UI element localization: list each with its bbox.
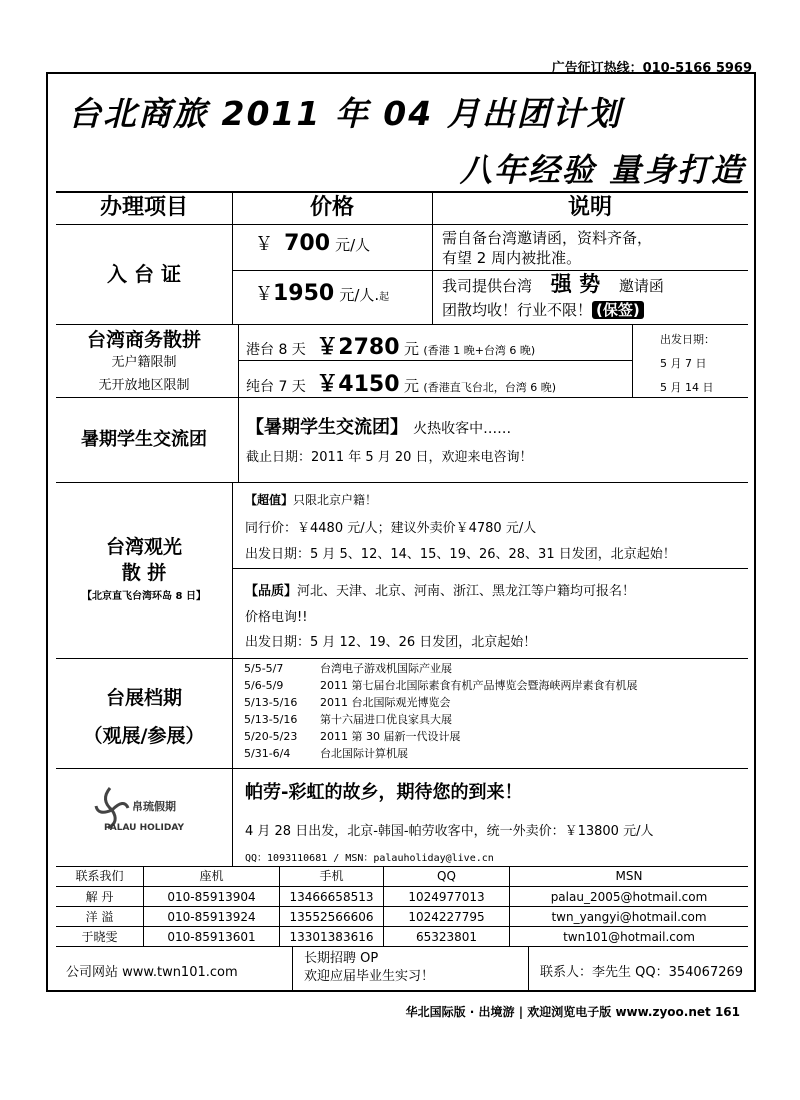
desc-text: 团散均收！行业不限！ (442, 301, 593, 319)
company-website[interactable]: 公司网站 www.twn101.com (66, 965, 238, 980)
business-departures (660, 328, 715, 400)
departure-date: 5 月 7 日 (660, 357, 707, 370)
entry-permit-label: 入 台 证 (107, 262, 181, 286)
tag-text: 只限北京户籍！ (293, 493, 378, 507)
page-subtitle: 八年经验 量身打造 (459, 151, 745, 189)
divider (238, 397, 239, 482)
exhibition-item (244, 677, 638, 694)
desc-line: 需自备台湾邀请函，资料齐备， (442, 229, 653, 247)
contacts-header-cell: 手机 (280, 866, 384, 886)
divider (232, 270, 748, 271)
desc-text: 邀请函 (618, 277, 664, 295)
contacts-cell: 13552566606 (280, 906, 384, 926)
header-item: 办理项目 (99, 195, 188, 220)
student-label: 暑期学生交流团 (81, 429, 207, 450)
exhibition-date: 5/31-6/4 (244, 747, 291, 760)
contacts-cell: 65323801 (384, 926, 510, 946)
contacts-cell: 13466658513 (280, 886, 384, 906)
price-unit: 元/人 (335, 236, 371, 254)
route-note: (香港直飞台北，台湾 6 晚) (423, 381, 556, 394)
sightseeing-a-dates: 出发日期：5 月 5、12、14、15、19、26、28、31 日发团，北京起始！ (245, 547, 676, 562)
page-title: 台北商旅 2011 年 04 月出团计划 (68, 94, 622, 133)
divider (56, 482, 748, 483)
contacts-cell: twn_yangyi@hotmail.com (510, 906, 748, 926)
palau-offer: 4 月 28 日出发，北京-韩国-帕劳收客中，统一外卖价：￥13800 元/人 (245, 824, 654, 839)
tag: 【超值】 (245, 493, 294, 507)
palau-holiday-logo (90, 780, 200, 840)
exhibition-name: 台北国际计算机展 (320, 747, 408, 760)
business-label: 台湾商务散拼 (86, 329, 201, 351)
contacts-cell: 13301383616 (280, 926, 384, 946)
exhibition-name: 第十六届进口优良家具大展 (320, 713, 452, 726)
sightseeing-b-dates: 出发日期：5 月 12、19、26 日发团，北京起始！ (245, 635, 537, 650)
student-deadline: 截止日期：2011 年 5 月 20 日，欢迎来电咨询！ (246, 450, 533, 465)
header-desc: 说明 (567, 195, 612, 220)
guarantee-badge: (保签) (592, 301, 644, 319)
divider (56, 946, 748, 947)
exhibition-date: 5/13-5/16 (244, 696, 298, 709)
contacts-cell: 010-85913924 (144, 906, 280, 926)
logo-swirl (112, 803, 128, 810)
exhibitions-label-1: 台展档期 (105, 687, 182, 709)
entry-desc-2 (442, 272, 664, 322)
contacts-header-cell: 座机 (144, 866, 280, 886)
exhibition-item (244, 660, 638, 677)
divider (232, 658, 233, 768)
contacts-header-cell: QQ (384, 866, 510, 886)
logo-swirl (105, 788, 112, 810)
exhibition-date: 5/13-5/16 (244, 713, 298, 726)
student-title: 【暑期学生交流团】 (246, 417, 408, 438)
divider (56, 397, 748, 398)
tag-text: 河北、天津、北京、河南、浙江、黑龙江等户籍均可报名！ (297, 584, 636, 599)
entry-price-2 (255, 280, 389, 306)
exhibition-item (244, 711, 638, 728)
price-unit: 元 (403, 377, 419, 395)
contacts-cell: twn101@hotmail.com (510, 926, 748, 946)
header-price: 价格 (309, 195, 354, 220)
tag: 【品质】 (245, 584, 298, 599)
divider (232, 768, 233, 866)
divider (232, 482, 233, 658)
student-status: 火热收客中…… (413, 421, 512, 437)
ad-hotline: 广告征订热线：010-5166 5969 (551, 61, 752, 76)
price-value: ￥4150 (316, 372, 400, 397)
divider (232, 568, 748, 569)
logo-text-en: PALAU HOLIDAY (104, 823, 184, 833)
exhibitions-label-2: （观展/参展） (83, 725, 205, 747)
contacts-header-cell: MSN (615, 869, 643, 883)
recruit-notice (304, 950, 434, 986)
sightseeing-label-2: 散 拼 (121, 562, 167, 584)
business-row-2 (246, 367, 556, 398)
currency-symbol: ￥ (255, 234, 273, 255)
business-sub-1: 无户籍限制 (111, 355, 177, 370)
divider (528, 946, 529, 990)
sightseeing-a-price: 同行价：￥4480 元/人；建议外卖价￥4780 元/人 (245, 521, 537, 536)
exhibition-name: 2011 第 30 届新一代设计展 (320, 730, 461, 743)
price-unit: 元/人. (339, 286, 380, 304)
recruit-line: 欢迎应届毕业生实习！ (304, 969, 435, 984)
divider (292, 946, 293, 990)
exhibition-date: 5/20-5/23 (244, 730, 298, 743)
contacts-cell: 010-85913904 (144, 886, 280, 906)
business-sub-2: 无开放地区限制 (98, 378, 190, 393)
contact-person: 联系人：李先生 QQ：354067269 (540, 965, 744, 980)
exhibition-name: 2011 台北国际观光博览会 (320, 696, 451, 709)
route-note: (香港 1 晚+台湾 6 晚) (423, 344, 536, 357)
contacts-cell: 解 丹 (56, 886, 144, 906)
divider (56, 658, 748, 659)
price-value: 700 (284, 231, 331, 256)
price-value: 1950 (273, 281, 335, 306)
divider (632, 324, 633, 397)
route: 纯台 7 天 (246, 379, 306, 395)
route: 港台 8 天 (246, 342, 306, 358)
exhibition-item (244, 694, 638, 711)
departure-date: 5 月 14 日 (660, 381, 714, 394)
desc-text: 我司提供台湾 (442, 277, 533, 295)
contacts-cell: 1024227795 (384, 906, 510, 926)
currency-symbol: ￥ (255, 284, 273, 305)
student-title-line (246, 413, 511, 439)
contacts-cell: 于晓雯 (56, 926, 144, 946)
exhibition-name: 2011 第七届台北国际素食有机产品博览会暨海峡两岸素食有机展 (320, 679, 638, 692)
business-row-1 (246, 330, 535, 361)
exhibition-date: 5/5-5/7 (244, 662, 284, 675)
palau-headline: 帕劳-彩虹的故乡，期待您的到来！ (245, 782, 523, 803)
contacts-cell: 010-85913601 (144, 926, 280, 946)
sightseeing-a-tag-line (245, 491, 377, 508)
exhibition-item (244, 745, 638, 762)
contacts-cell: palau_2005@hotmail.com (510, 886, 748, 906)
exhibition-date: 5/6-5/9 (244, 679, 284, 692)
entry-price-1 (255, 230, 370, 256)
sightseeing-label-3: 【北京直飞台湾环岛 8 日】 (82, 591, 206, 602)
divider (56, 224, 748, 225)
divider (432, 191, 433, 324)
departure-label: 出发日期： (660, 333, 715, 346)
desc-strong: 强 势 (550, 272, 601, 296)
contacts-header-cell: 联系我们 (56, 866, 144, 886)
recruit-line: 长期招聘 OP (304, 951, 379, 966)
price-suffix: 起 (379, 292, 390, 303)
divider (56, 768, 748, 769)
sightseeing-label-1: 台湾观光 (105, 536, 182, 558)
price-unit: 元 (403, 340, 419, 358)
sightseeing-b-tag-line (245, 580, 635, 599)
divider (232, 191, 233, 324)
contacts-cell: 洋 溢 (56, 906, 144, 926)
entry-desc-1 (442, 228, 652, 268)
sightseeing-b-price: 价格电询!! (245, 610, 308, 625)
exhibition-name: 台湾电子游戏机国际产业展 (320, 662, 452, 675)
palau-contact: QQ：1093110681 / MSN：palauholiday@live.cn (245, 853, 494, 864)
contacts-cell: 1024977013 (384, 886, 510, 906)
price-value: ￥2780 (316, 335, 400, 360)
logo-text-cn: 帛琉假期 (132, 800, 176, 813)
exhibition-item (244, 728, 638, 745)
desc-line: 有望 2 周内被批准。 (442, 249, 582, 267)
page-footer: 华北国际版 · 出境游 | 欢迎浏览电子版 www.zyoo.net 161 (405, 1005, 740, 1019)
exhibitions-list (244, 660, 638, 762)
